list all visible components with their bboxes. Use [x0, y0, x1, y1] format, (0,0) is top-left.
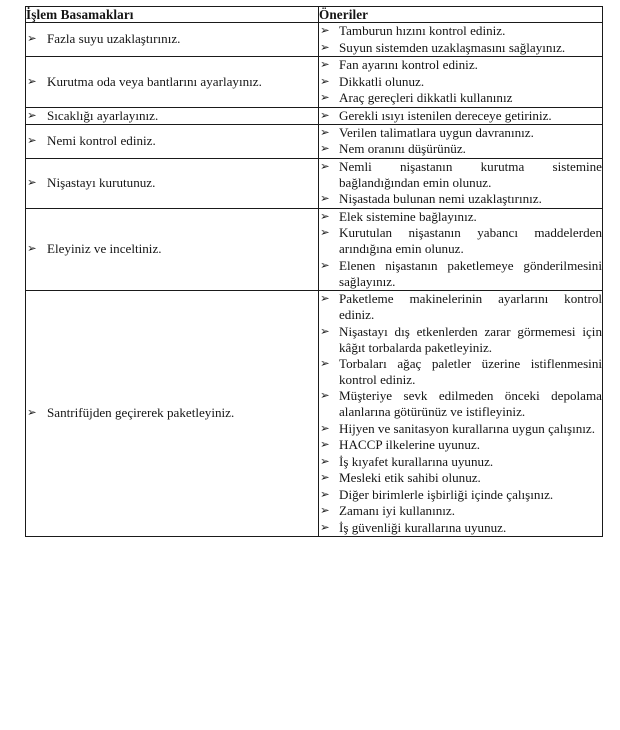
- arrow-bullet-icon: ➢: [320, 356, 330, 371]
- arrow-bullet-icon: ➢: [320, 257, 330, 272]
- arrow-bullet-icon: ➢: [320, 225, 330, 240]
- arrow-bullet-icon: ➢: [320, 291, 330, 306]
- step-text: Nişastayı kurutunuz.: [47, 175, 156, 191]
- step-text: Fazla suyu uzaklaştırınız.: [47, 31, 181, 47]
- suggestion-text: Elek sistemine bağlayınız.: [339, 208, 477, 224]
- arrow-bullet-icon: ➢: [27, 73, 37, 88]
- arrow-bullet-icon: ➢: [27, 405, 37, 420]
- suggestion-text: Suyun sistemden uzaklaşmasını sağlayınız.: [339, 39, 566, 55]
- table-row: [26, 124, 603, 158]
- arrow-bullet-icon: ➢: [320, 158, 330, 173]
- suggestion-item: [319, 356, 602, 388]
- arrow-bullet-icon: ➢: [320, 57, 330, 72]
- suggestion-text: Müşteriye sevk edilmeden önceki depolama alanlarına götürünüz ve istifleyiniz.: [339, 388, 602, 420]
- step-item: [26, 31, 318, 47]
- suggestion-list: [319, 291, 602, 536]
- table-row: [26, 208, 603, 290]
- step-cell: [26, 23, 319, 57]
- table-row: [26, 291, 603, 537]
- suggestion-item: [319, 209, 602, 225]
- arrow-bullet-icon: ➢: [320, 73, 330, 88]
- step-cell: [26, 208, 319, 290]
- arrow-bullet-icon: ➢: [27, 31, 37, 46]
- step-item: [26, 405, 318, 421]
- suggestion-item: [319, 40, 602, 56]
- suggestion-list: [319, 57, 602, 106]
- suggestion-item: [319, 324, 602, 356]
- arrow-bullet-icon: ➢: [320, 486, 330, 501]
- column-header-suggestions: Öneriler: [319, 7, 603, 23]
- suggestion-item: [319, 191, 602, 207]
- step-cell: [26, 158, 319, 208]
- suggestion-text: Diğer birimlerle işbirliği içinde çalışınız.: [339, 486, 554, 502]
- suggestion-item: [319, 108, 602, 124]
- step-item: [26, 133, 318, 149]
- suggestion-text: Torbaları ağaç paletler üzerine istiflenmesini kontrol ediniz.: [339, 356, 602, 388]
- step-text: Nemi kontrol ediniz.: [47, 133, 156, 149]
- suggestion-text: Nişastayı dış etkenlerden zarar görmemesi için kâğıt torbalarda paketleyiniz.: [339, 323, 602, 355]
- arrow-bullet-icon: ➢: [320, 388, 330, 403]
- suggestion-text: Verilen talimatlara uygun davranınız.: [339, 124, 534, 140]
- arrow-bullet-icon: ➢: [320, 437, 330, 452]
- step-list: [26, 74, 318, 90]
- step-list: [26, 108, 318, 124]
- step-cell: [26, 57, 319, 107]
- suggestion-list: [319, 209, 602, 290]
- step-list: [26, 175, 318, 191]
- suggestion-text: Fan ayarını kontrol ediniz.: [339, 57, 478, 73]
- table-row: [26, 107, 603, 124]
- arrow-bullet-icon: ➢: [320, 90, 330, 105]
- suggestion-item: [319, 454, 602, 470]
- arrow-bullet-icon: ➢: [320, 141, 330, 156]
- arrow-bullet-icon: ➢: [320, 208, 330, 223]
- step-item: [26, 175, 318, 191]
- suggestion-cell: [319, 208, 603, 290]
- table-row: [26, 158, 603, 208]
- suggestion-item: [319, 225, 602, 257]
- table-header: [26, 7, 603, 23]
- arrow-bullet-icon: ➢: [320, 420, 330, 435]
- suggestion-item: [319, 437, 602, 453]
- suggestion-cell: [319, 23, 603, 57]
- step-item: [26, 74, 318, 90]
- step-list: [26, 241, 318, 257]
- suggestion-item: [319, 291, 602, 323]
- arrow-bullet-icon: ➢: [27, 175, 37, 190]
- suggestion-text: Mesleki etik sahibi olunuz.: [339, 470, 481, 486]
- step-item: [26, 108, 318, 124]
- suggestion-item: [319, 520, 602, 536]
- arrow-bullet-icon: ➢: [320, 107, 330, 122]
- suggestion-text: Tamburun hızını kontrol ediniz.: [339, 23, 506, 39]
- suggestion-cell: [319, 291, 603, 537]
- arrow-bullet-icon: ➢: [27, 241, 37, 256]
- step-cell: [26, 291, 319, 537]
- arrow-bullet-icon: ➢: [320, 39, 330, 54]
- suggestion-item: [319, 74, 602, 90]
- suggestion-item: [319, 90, 602, 106]
- suggestion-list: [319, 108, 602, 124]
- suggestion-text: Hijyen ve sanitasyon kurallarına uygun çalışınız.: [339, 420, 595, 436]
- suggestion-list: [319, 23, 602, 55]
- suggestion-text: HACCP ilkelerine uyunuz.: [339, 437, 480, 453]
- suggestion-item: [319, 421, 602, 437]
- arrow-bullet-icon: ➢: [27, 107, 37, 122]
- suggestion-item: [319, 470, 602, 486]
- arrow-bullet-icon: ➢: [320, 453, 330, 468]
- table-row: [26, 57, 603, 107]
- step-list: [26, 405, 318, 421]
- arrow-bullet-icon: ➢: [320, 191, 330, 206]
- suggestion-item: [319, 125, 602, 141]
- step-text: Kurutma oda veya bantlarını ayarlayınız.: [47, 73, 262, 89]
- suggestion-cell: [319, 107, 603, 124]
- suggestion-item: [319, 258, 602, 290]
- step-text: Santrifüjden geçirerek paketleyiniz.: [47, 405, 235, 421]
- step-cell: [26, 124, 319, 158]
- step-item: [26, 241, 318, 257]
- suggestion-text: İş kıyafet kurallarına uyunuz.: [339, 453, 494, 469]
- suggestion-text: Zamanı iyi kullanınız.: [339, 503, 455, 519]
- suggestion-text: Kurutulan nişastanın yabancı maddelerden arındığına emin olunuz.: [339, 225, 602, 257]
- step-cell: [26, 107, 319, 124]
- suggestion-text: İş güvenliği kurallarına uyunuz.: [339, 519, 507, 535]
- step-list: [26, 31, 318, 47]
- suggestion-text: Nem oranını düşürünüz.: [339, 141, 466, 157]
- suggestion-text: Nişastada bulunan nemi uzaklaştırınız.: [339, 191, 542, 207]
- suggestion-text: Gerekli ısıyı istenilen dereceye getiriniz.: [339, 107, 552, 123]
- suggestion-cell: [319, 124, 603, 158]
- suggestion-item: [319, 57, 602, 73]
- suggestion-cell: [319, 57, 603, 107]
- arrow-bullet-icon: ➢: [320, 503, 330, 518]
- table-row: [26, 23, 603, 57]
- suggestion-text: Araç gereçleri dikkatli kullanınız: [339, 90, 513, 106]
- arrow-bullet-icon: ➢: [320, 519, 330, 534]
- suggestion-item: [319, 159, 602, 191]
- process-steps-table: [25, 6, 603, 537]
- column-header-steps: İşlem Basamakları: [26, 7, 319, 23]
- suggestion-list: [319, 125, 602, 157]
- step-text: Sıcaklığı ayarlayınız.: [47, 107, 159, 123]
- suggestion-item: [319, 23, 602, 39]
- suggestion-text: Nemli nişastanın kurutma sistemine bağlandığından emin olunuz.: [339, 158, 602, 190]
- arrow-bullet-icon: ➢: [320, 124, 330, 139]
- arrow-bullet-icon: ➢: [320, 323, 330, 338]
- suggestion-item: [319, 388, 602, 420]
- table-header-row: [26, 7, 603, 23]
- table-body: [26, 23, 603, 537]
- arrow-bullet-icon: ➢: [27, 133, 37, 148]
- suggestion-item: [319, 141, 602, 157]
- suggestion-text: Dikkatli olunuz.: [339, 73, 425, 89]
- suggestion-list: [319, 159, 602, 207]
- arrow-bullet-icon: ➢: [320, 23, 330, 38]
- arrow-bullet-icon: ➢: [320, 470, 330, 485]
- suggestion-item: [319, 503, 602, 519]
- suggestion-text: Elenen nişastanın paketlemeye gönderilmesini sağlayınız.: [339, 257, 602, 289]
- suggestion-text: Paketleme makinelerinin ayarlarını kontrol ediniz.: [339, 291, 602, 323]
- step-text: Eleyiniz ve inceltiniz.: [47, 241, 162, 257]
- suggestion-item: [319, 487, 602, 503]
- step-list: [26, 133, 318, 149]
- suggestion-cell: [319, 158, 603, 208]
